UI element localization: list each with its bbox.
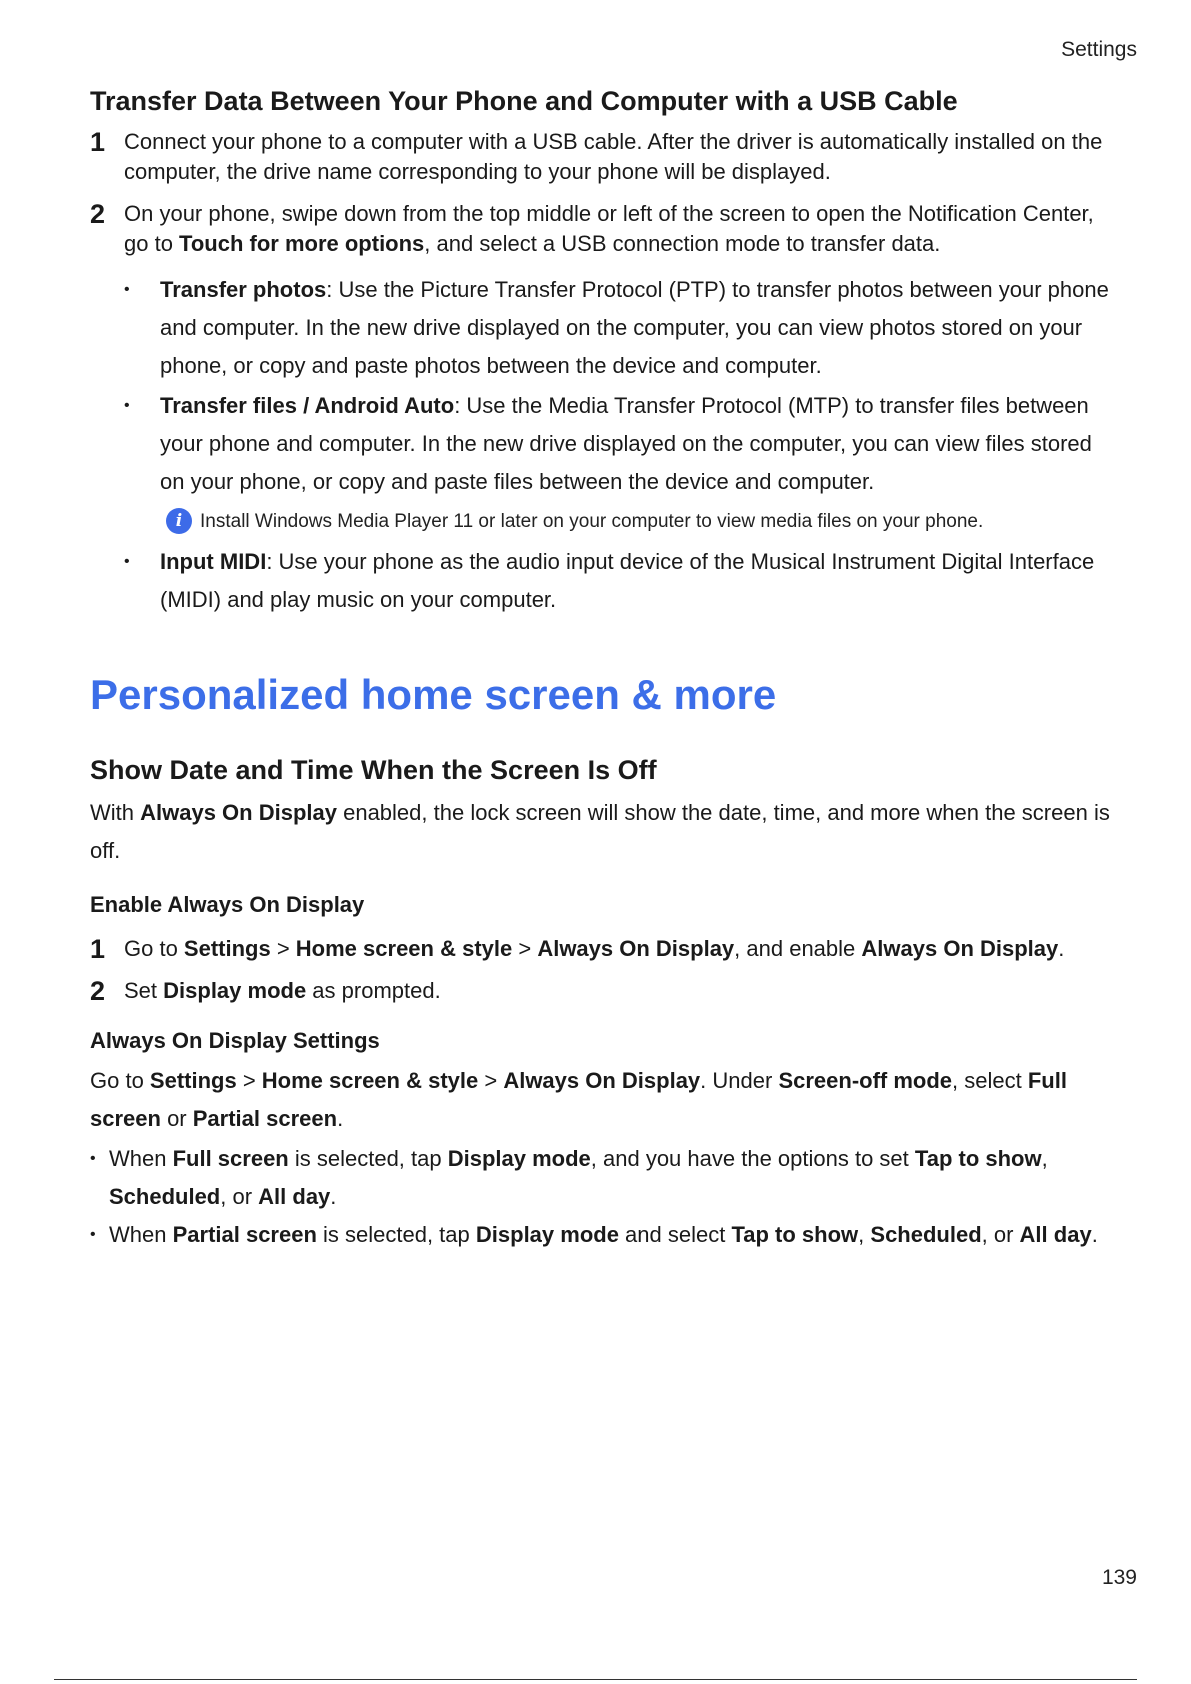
step-text: Connect your phone to a computer with a USB cable. After the driver is automatically installed on the computer, the drive name corresponding to your phone will be displayed. (124, 129, 1103, 184)
text-run: When (109, 1222, 173, 1247)
bold-term: Partial screen (172, 1222, 317, 1247)
footer-divider (54, 1679, 1137, 1680)
text-run: , and you have the options to set (590, 1146, 915, 1171)
text-run: When (109, 1146, 173, 1171)
bold-term: Always On Display (537, 936, 735, 961)
step-number: 2 (90, 976, 106, 1006)
text-run: With (90, 800, 141, 825)
bullet-text: : Use the Media Transfer Protocol (MTP) to transfer files between your phone and computer. In the new drive displayed on the computer, you can view files stored on your phone, or copy and paste files between the device and computer. (160, 393, 1092, 494)
bullet-term: Input MIDI (160, 549, 267, 574)
step-item (90, 199, 1120, 259)
usb-mode-list (90, 271, 1120, 501)
page-number: 139 (1101, 1566, 1137, 1589)
bold-term: Display mode (447, 1146, 591, 1171)
step-number: 1 (90, 934, 106, 964)
aod-intro (90, 794, 1120, 870)
text-run: , and enable (734, 936, 862, 961)
aod-settings-list (90, 1140, 1120, 1254)
chapter-title: Personalized home screen & more (90, 671, 777, 718)
bold-term: Tap to show (914, 1146, 1042, 1171)
bold-term: Home screen & style (261, 1068, 479, 1093)
bold-term: Always On Display (503, 1068, 701, 1093)
text-run: Go to (90, 1068, 150, 1093)
bold-term: Tap to show (731, 1222, 859, 1247)
bullet-dot: • (124, 553, 130, 570)
bullet-dot: • (124, 281, 130, 298)
step-bold-term: Touch for more options (179, 231, 425, 256)
aod-settings-title: Always On Display Settings (90, 1028, 380, 1053)
text-run: > (478, 1068, 504, 1093)
bullet-dot: • (124, 397, 130, 414)
bullet-dot: • (90, 1226, 96, 1243)
bullet-term: Transfer photos (160, 277, 327, 302)
text-run: and select (618, 1222, 732, 1247)
bold-term: Full screen (172, 1146, 289, 1171)
section-title-aod: Show Date and Time When the Screen Is Off (90, 755, 657, 785)
aod-settings-para (90, 1062, 1120, 1138)
step-text: On your phone, swipe down from the top middle or left of the screen to open the Notification Center, go to (124, 201, 1094, 256)
bold-term: Partial screen (192, 1106, 338, 1131)
info-icon: i (166, 508, 192, 534)
bold-term: Full screen (90, 1068, 1067, 1131)
bold-term: Display mode (475, 1222, 619, 1247)
text-run: . Under (700, 1068, 779, 1093)
enable-aod-steps (90, 934, 1120, 1006)
bullet-term: Transfer files / Android Auto (160, 393, 455, 418)
text-run: > (270, 936, 296, 961)
bold-term: Always On Display (140, 800, 337, 825)
text-run: is selected, tap (288, 1146, 448, 1171)
step-item (90, 976, 1120, 1006)
list-item (90, 387, 1120, 501)
text-run: as prompted. (306, 978, 441, 1003)
bullet-text: : Use the Picture Transfer Protocol (PTP) to transfer photos between your phone and computer. In the new drive displayed on the computer, you can view photos stored on your phone, or copy and paste photos between the device and computer. (160, 277, 1109, 378)
bold-term: Home screen & style (295, 936, 513, 961)
bold-term: Settings (149, 1068, 237, 1093)
list-item (90, 271, 1120, 385)
step-text: , and select a USB connection mode to transfer data. (424, 231, 941, 256)
list-item (90, 1216, 1120, 1254)
text-run: > (512, 936, 538, 961)
text-run: . (330, 1184, 337, 1209)
bold-term: Display mode (163, 978, 307, 1003)
text-run: > (236, 1068, 262, 1093)
bullet-dot: • (90, 1150, 96, 1167)
step-item (90, 934, 1120, 964)
text-run: , (858, 1222, 871, 1247)
info-note (90, 503, 1120, 541)
text-run: , (1041, 1146, 1048, 1171)
enable-aod-title: Enable Always On Display (90, 892, 365, 917)
bullet-text: : Use your phone as the audio input device of the Musical Instrument Digital Interface (MIDI) and play music on your computer. (160, 549, 1095, 612)
list-item (90, 1140, 1120, 1216)
note-text: Install Windows Media Player 11 or later on your computer to view media files on your phone. (200, 511, 984, 532)
bold-term: All day (1019, 1222, 1092, 1247)
text-run: , select (952, 1068, 1028, 1093)
text-run: is selected, tap (316, 1222, 476, 1247)
text-run: , or (981, 1222, 1020, 1247)
bold-term: Scheduled (109, 1184, 221, 1209)
text-run: . (1091, 1222, 1098, 1247)
usb-steps (90, 127, 1120, 259)
text-run: . (337, 1106, 344, 1131)
text-run: enabled, the lock screen will show the date, time, and more when the screen is off. (90, 800, 1110, 863)
text-run: Set (124, 978, 164, 1003)
bold-term: Settings (183, 936, 271, 961)
step-number: 2 (90, 199, 106, 229)
bold-term: Always On Display (861, 936, 1059, 961)
text-run: or (160, 1106, 193, 1131)
step-item (90, 127, 1120, 187)
text-run: . (1058, 936, 1065, 961)
list-item (90, 543, 1120, 619)
usb-mode-list-continued (90, 543, 1120, 619)
bold-term: All day (258, 1184, 331, 1209)
bold-term: Scheduled (870, 1222, 982, 1247)
page-content (90, 86, 1120, 1254)
page-header-title: Settings (1061, 38, 1137, 61)
text-run: Go to (124, 936, 184, 961)
text-run: , or (220, 1184, 259, 1209)
bold-term: Screen-off mode (778, 1068, 953, 1093)
step-number: 1 (90, 127, 106, 157)
section-title-usb: Transfer Data Between Your Phone and Computer with a USB Cable (90, 86, 958, 116)
